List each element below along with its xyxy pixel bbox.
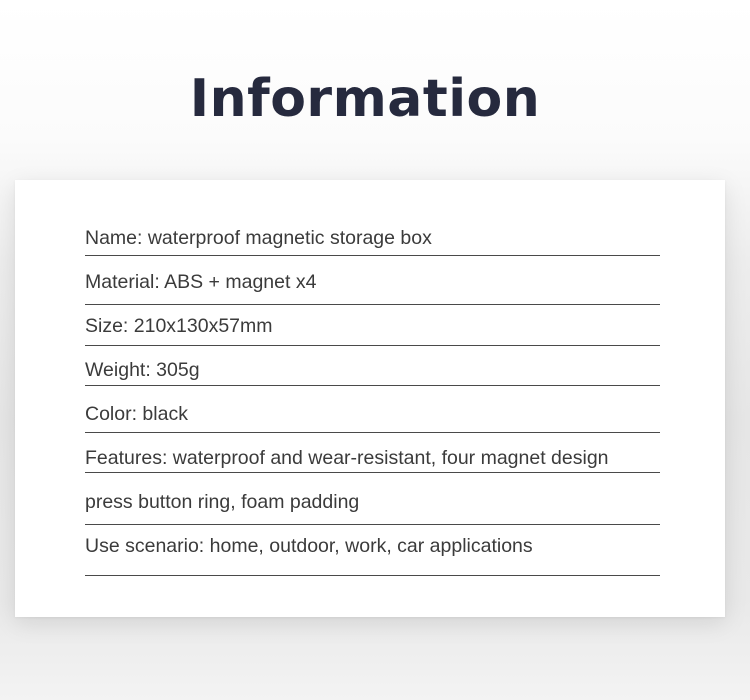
- page-title: Information: [189, 69, 541, 129]
- info-card: [15, 180, 725, 617]
- info-row-color: Color: black: [85, 403, 188, 425]
- row-divider: [85, 524, 660, 525]
- info-row-weight: Weight: 305g: [85, 359, 200, 381]
- info-row-name: Name: waterproof magnetic storage box: [85, 227, 432, 249]
- info-row-use-scenario: Use scenario: home, outdoor, work, car applications: [85, 535, 533, 557]
- info-row-features-cont: press button ring, foam padding: [85, 491, 360, 513]
- row-divider: [85, 345, 660, 346]
- row-divider: [85, 432, 660, 433]
- row-divider: [85, 575, 660, 576]
- info-row-features: Features: waterproof and wear-resistant, four magnet design: [85, 447, 609, 469]
- info-row-size: Size: 210x130x57mm: [85, 315, 273, 337]
- row-divider: [85, 472, 660, 473]
- info-row-material: Material: ABS + magnet x4: [85, 271, 317, 293]
- row-divider: [85, 304, 660, 305]
- row-divider: [85, 255, 660, 256]
- row-divider: [85, 385, 660, 386]
